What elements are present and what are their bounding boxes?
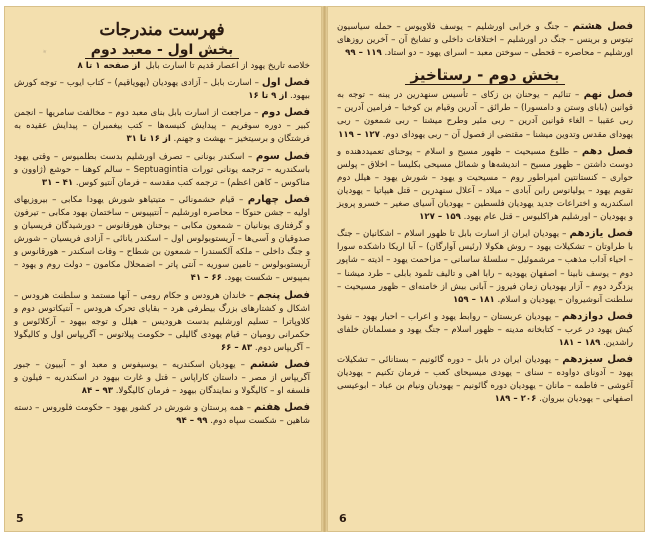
- chapter-summary: – مراجعت از اسارت بابل بنای معبد دوم – مخالفت سامریها – انجمن کبیر – دوره سوفریم – پیدایش کنیسه‌ها – کتب بیغمبران – پیدایش عقیده به فرشتگان و برسیتخیز – بهشت و جهنم.: [14, 108, 310, 145]
- chapter-entry: [14, 358, 310, 398]
- page-range: ۶۶ – ۴۱: [190, 273, 222, 284]
- part-one-title: بخش اول - معبد دوم: [14, 42, 310, 58]
- page-number: 6: [339, 512, 347, 525]
- page-range: ۱۸۱ – ۱۵۹: [452, 294, 495, 305]
- chapter-entry: [337, 20, 633, 60]
- chapter-entry: [14, 106, 310, 146]
- chapter-summary: – جنگ و خرابی اورشلیم – یوسف فلاویوس – حمله سیاسیون تیتوس و برینس – جنگ در اورشلیم – اختلافات داخلی و تشایخ آن – آخرین روزهای اورشلیم – محاصره – قحطی – سوختن معبد – اسرای یهود – دو استاد.: [337, 22, 633, 59]
- chapter-heading: فصل دهم: [581, 145, 633, 157]
- intro-line: خلاصه تاریخ یهود از اعصار قدیم تا اسارت بابل از صفحه ۱ تا ۸: [77, 61, 310, 71]
- chapter-summary: – یهودیان ایران در بابل – دوره گائونیم – بستانائی – تشکیلات یهود – آدونای دواوده – سنای – یهودی میسیحای کعب – فرمان تکنیم – یهودیان آغوشی – فاطمه – مانان – یهودیان دوره گائونیم – یهودیان ونیام بن عباد – ابوعیسی اصفهانی – یهودیان بیروان.: [337, 355, 633, 405]
- page-range: ۹۳ – ۸۴: [81, 386, 113, 397]
- chapter-summary: – همه پرستان و شورش در کشور یهود – حکومت فلوروس – دسته شاهین – شکست سپاه دوم.: [14, 403, 310, 427]
- page-range: ۱۱۹ – ۹۹: [345, 48, 382, 59]
- chapter-heading: فصل اول: [261, 77, 310, 89]
- chapter-summary: – طلوع مسیحیت – ظهور مسیح و اسلام – یوحنای تعمیددهنده و دوست داشتن – ظهور مسیح – اندیشه‌ها و شمائل مسیحی بکلیسا – اخلاق – پولس حواری – کنستانتین امپراطور روم – مسیحیت و یهود – شورش یهود – هیلل دوم تقویم یهود – یولیانوس رابن آبادی – میلاد – آعلال سنهدرین – قتل هیپاتیا – یهودیان اسکندریه و اختراعات جدید یهودیان فلسطین – یهودیان آسیای صغیر – خسرو پرویز و یهودیان – اورشلیم هراکلیوس – قتل عام یهود.: [337, 146, 633, 223]
- chapter-heading: فصل هفتم: [253, 402, 310, 414]
- right-page-content: [337, 20, 633, 409]
- chapter-heading: فصل هشتم: [572, 21, 633, 32]
- watermark-stamp: ✦: [40, 47, 50, 57]
- left-page-content: [14, 20, 310, 431]
- page-range: ۱۲۷ – ۱۱۹: [338, 129, 380, 140]
- chapter-summary: – یهودیان عربستان – روابط یهود و اعراب – احبار یهود – نفوذ کیش یهود در عرب – کتابخانه مدینه – ظهور اسلام – جنگ یهود و مسلمانان خلفای راشدین.: [337, 311, 633, 348]
- chapter-heading: فصل ششم: [249, 358, 311, 370]
- chapter-summary: – قیام حشمونائی – متیتیاهو شورش یهودا مکابی – بیروزیهای اولیه – جشن حنوکا – محاصره اورشلیم – آنتیپیوس – ساختمان بهود مکابی – تیرفون و گرفتاری یونانیان – شمعون مکابی – یوحنان هورقانوس – دورشیدگان فریسیان و صدوقیان و آسی‌ها – آریستوبولوس اول – اسکندر یانائی – آزادی فریسیان – شورش و جنگ داخلی – ملکه آلکسندرا – شمعون بن شطاح – وفات اسکندر – هورقانوس و آریستوبولوس – تامین سوریه – آنتی پاتر – اضمحلال مکامون – دولت روم و یهود – بمپیوس – شکست یهود.: [14, 194, 310, 284]
- page-range: ۸۳ – ۶۶: [220, 342, 253, 353]
- chapter-entry: [337, 88, 633, 141]
- chapter-entry: [14, 193, 310, 286]
- chapter-entry: [14, 150, 310, 190]
- chapter-summary: – یهودیان ایران از اسارت بابل تا ظهور اسلام – اشکانیان – جنگ با طراوتان – تشکیلات یهود – روش هکولا (رئیس آوارگان) – آبا اریکا داشکده سورا – احیاء آداب مذهب – مرشموئیل – سلسلهٔ ساسانی – مزاحمت یهود – اذیته – شاپور دوم – یوسف نابینا – اصفهان یهودیه – رابا اهی و تالیف تلمود بابلی – طرد میشنا – یزدگرد دوم – آزار یهودیان زمان فیروز – آبانی بیش از خامنه‌ای – ظهور مسیحیت – سلطنت آنوشیروان – یهودیان و اسلام.: [337, 229, 633, 305]
- chapter-entry: [337, 227, 633, 307]
- chapter-heading: فصل سیزدهم: [562, 354, 634, 366]
- page-range: ۴۱ – ۳۱: [41, 177, 74, 188]
- chapter-entry: [337, 145, 633, 225]
- chapter-entry: [14, 76, 310, 103]
- chapter-heading: فصل نهم: [583, 89, 634, 101]
- part-two-title: بخش دوم - رستاخیز: [337, 66, 633, 84]
- right-page: [327, 6, 645, 532]
- page-range: از ۹ تا ۱۶: [248, 91, 288, 102]
- chapter-heading: فصل چهارم: [247, 193, 311, 205]
- chapter-summary: – تنائیم – یوحنان بن زکای – تأسیس سنهدرین در یبنه – توجه به قوانین (بابای وستن و دامسورا) – طرائق – آدرین وقیام بن کوخبا – فرامین آدرین – ربی عقیبا – الغاء قوانین آدرین – ربی مئیر وطرح میشنا – ربی شمعون – ربی یهودای مقدس وتدوین میشنا – مقتضی از فصول آن – ربی یهودای دوم.: [337, 90, 633, 140]
- chapter-entry: [337, 353, 633, 406]
- chapter-summary: – اسکندر بونانی – تصرف اورشلیم بدست بطلمیوس – وقتی یهود باسکندریه – ترجمه یونانی تورات Septuagintia – سالم کوهنا – حوشع (ژاوون و مناکوس – کاهن اعظم) – ترجمه کتب مقدسه – فرمان آنتیو کوس.: [14, 151, 310, 188]
- page-range: ۱۸۹ – ۱۸۱: [558, 337, 601, 348]
- left-page: [4, 6, 322, 532]
- chapter-entry: [14, 289, 310, 355]
- contents-title: فهرست مندرجات: [99, 20, 225, 40]
- page-range: ۹۹ – ۹۴: [176, 416, 208, 427]
- page-range: ۱۵۹ – ۱۲۷: [419, 212, 461, 223]
- chapter-summary: – خاندان هرودس و حکام رومی – آنها مستمد و سلطنت هرودس – اشکال و کشتارهای بزرگ بیطرفی هرد – بقایای تحرک هرودس – آنتیکاتوس دوم و کلاوپاترا – تسلیم اورشلیم بدست هرودیس – هیلل و توجه بیهود – آرکلائوس و حکمرانی رومیان – قیام یهودی گالیلی – حکومت پیلاتوس – آگریپاس اول و کالیگولا – آگریپاس دوم.: [14, 290, 310, 353]
- chapter-entry: [337, 310, 633, 350]
- chapter-heading: فصل دوم: [261, 107, 310, 119]
- page-range: از ۱۶ تا ۳۱: [126, 134, 171, 145]
- chapter-heading: فصل دوازدهم: [562, 310, 634, 322]
- chapter-summary: – اسارت بابل – آزادی یهودیان (یهویاقیم) – کتاب ایوب – توجه کورش بیهود.: [14, 78, 310, 102]
- chapter-heading: فصل پنجم: [256, 289, 310, 301]
- page-range: ۲۰۶ – ۱۸۹: [494, 394, 537, 405]
- page-number: 5: [16, 512, 24, 525]
- chapter-heading: فصل سوم: [255, 150, 310, 162]
- chapter-heading: فصل یازدهم: [569, 228, 633, 240]
- chapter-entry: [14, 401, 310, 428]
- chapter-summary: – یهودیان اسکندریه – یوسیفوس و معبد او – آبییون – جبور آگریپاس از مصر – داستان کاراپاس – قتل و غارت بیهود در اسکندریه – فیلون و فلسفه او – کالیگولا و نمایندگان بیهود – فرمان کالیگولا.: [14, 359, 310, 397]
